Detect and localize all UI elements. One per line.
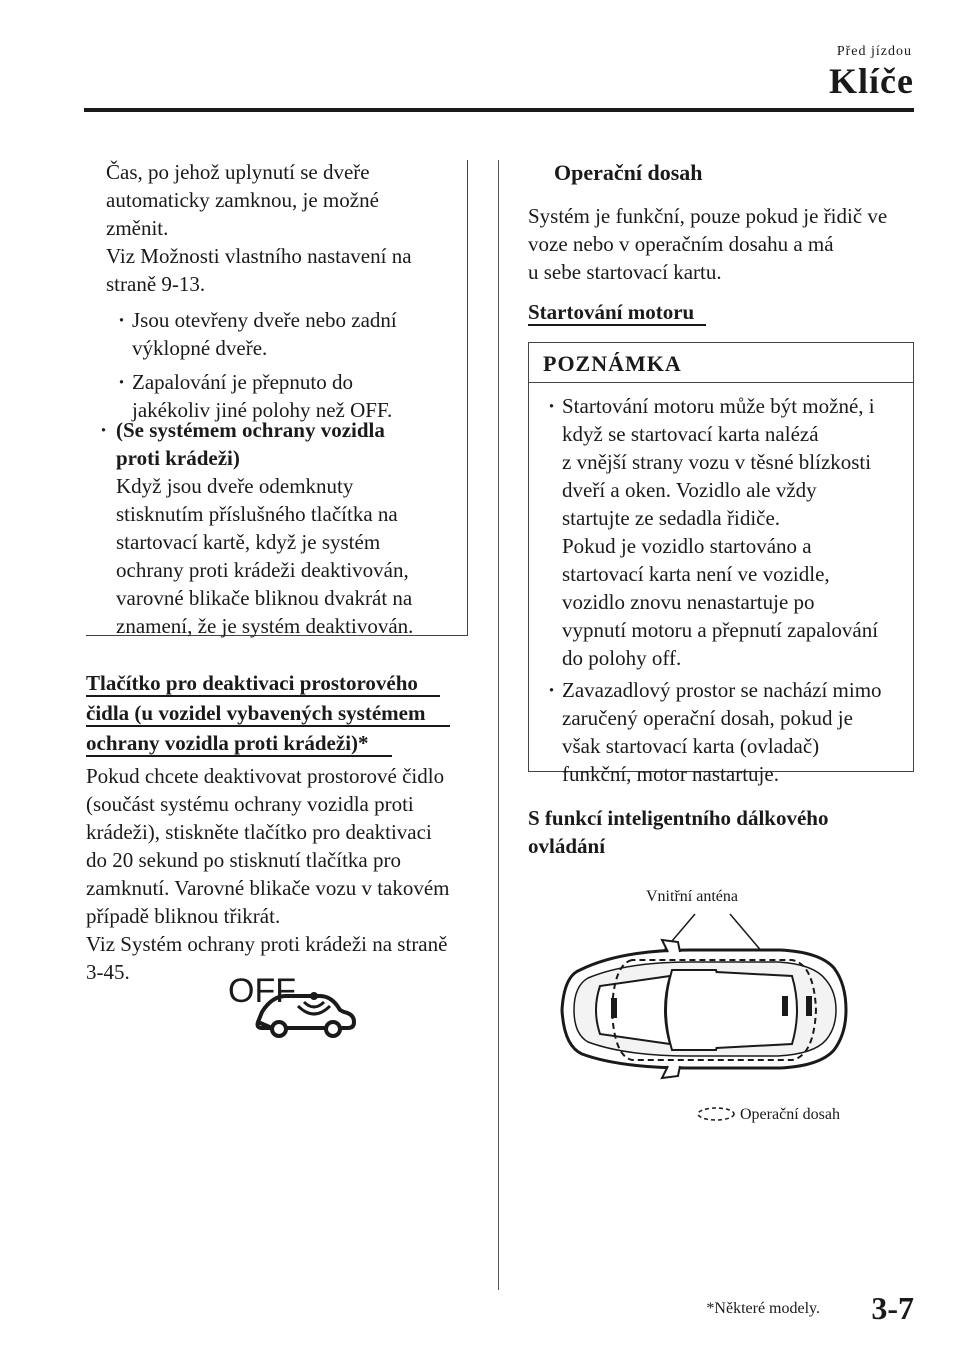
- text-line: Když jsou dveře odemknuty: [116, 474, 354, 498]
- text-line: funkční, motor nastartuje.: [562, 762, 779, 786]
- text-line: Startování motoru může být možné, i: [562, 394, 875, 418]
- page-number: 3-7: [871, 1290, 914, 1326]
- bullet-title: proti krádeži): [116, 446, 240, 470]
- text-line: vypnutí motoru a přepnutí zapalování: [562, 618, 879, 642]
- text-line: Pokud je vozidlo startováno a: [562, 534, 812, 558]
- text-line: výklopné dveře.: [132, 336, 268, 360]
- text-line: zamknutí. Varovné blikače vozu v takovém: [86, 876, 450, 900]
- text-line: straně 9-13.: [106, 272, 206, 296]
- text-line: Čas, po jehož uplynutí se dveře: [106, 160, 370, 184]
- bullet-dot-icon: ·: [118, 370, 126, 394]
- text-line: vozidlo znovu nenastartuje po: [562, 590, 815, 614]
- sub-bullet: [118, 306, 397, 362]
- text-line: Systém je funkční, pouze pokud je řidič ve: [528, 204, 888, 228]
- text-line: znamení, že je systém deaktivován.: [116, 614, 414, 638]
- range-legend-label: Operační dosah: [740, 1106, 840, 1123]
- deactivation-paragraph: [86, 762, 450, 986]
- bullet-dot-icon: ·: [118, 308, 126, 332]
- car-sensor-icon: [228, 972, 368, 1044]
- heading-line: ovládání: [528, 834, 606, 858]
- off-label: OFF: [228, 972, 296, 1010]
- section-label: Před jízdou: [836, 44, 912, 59]
- footnote: *Některé modely.: [706, 1300, 820, 1317]
- heading-line: Tlačítko pro deaktivaci prostorového: [86, 671, 418, 695]
- text-line: Zavazadlový prostor se nachází mimo: [562, 678, 882, 702]
- bullet-title: (Se systémem ochrany vozidla: [116, 418, 385, 442]
- bullet-dot-icon: ·: [548, 394, 556, 418]
- text-line: však startovací karta (ovladač): [562, 734, 820, 758]
- text-line: když se startovací karta nalézá: [562, 422, 819, 446]
- text-line: změnit.: [106, 216, 169, 240]
- text-line: jakékoliv jiné polohy než OFF.: [132, 398, 393, 422]
- heading-line: S funkcí inteligentního dálkového: [528, 806, 829, 830]
- off-sensor-button-icon: [228, 972, 368, 1044]
- text-line: u sebe startovací kartu.: [528, 260, 722, 284]
- text-line: automaticky zamknou, je možné: [106, 188, 379, 212]
- text-line: stisknutím příslušného tlačítka na: [116, 502, 398, 526]
- text-line: (součást systému ochrany vozidla proti: [86, 792, 414, 816]
- bullet-theft-system: [100, 416, 414, 640]
- text-line: dveří a oken. Vozidlo ale vždy: [562, 478, 817, 502]
- text-line: Viz Systém ochrany proti krádeži na straně: [86, 932, 448, 956]
- operating-range-paragraph: [528, 202, 887, 286]
- section-heading: [86, 668, 450, 757]
- header-rule: [84, 108, 914, 112]
- note-title: POZNÁMKA: [529, 343, 913, 383]
- column-divider: [498, 160, 499, 1290]
- text-line: do polohy off.: [562, 646, 682, 670]
- range-legend-icon: [696, 1106, 736, 1120]
- page-title: Klíče: [829, 61, 914, 101]
- text-line: Zapalování je přepnuto do: [132, 370, 354, 394]
- note-bullets: [548, 392, 882, 788]
- text-line: startujte ze sedadla řidiče.: [562, 506, 781, 530]
- operating-range-title: Operační dosah: [554, 160, 703, 185]
- text-line: Pokud chcete deaktivovat prostorové čidlo: [86, 764, 445, 788]
- text-line: Jsou otevřeny dveře nebo zadní: [132, 308, 397, 332]
- car-top-view-diagram: [540, 900, 870, 1090]
- text-line: startovací kartě, když je systém: [116, 530, 381, 554]
- engine-start-subheading: Startování motoru: [528, 298, 706, 326]
- text-line: varovné blikače bliknou dvakrát na: [116, 586, 413, 610]
- text-line: ochrany proti krádeži deaktivován,: [116, 558, 409, 582]
- smart-key-heading: [528, 804, 829, 860]
- text-line: voze nebo v operačním dosahu a má: [528, 232, 834, 256]
- bullet-dot-icon: ·: [548, 678, 556, 702]
- text-line: z vnější strany vozu v těsné blízkosti: [562, 450, 872, 474]
- text-line: Viz Možnosti vlastního nastavení na: [106, 244, 412, 268]
- text-line: zaručený operační dosah, pokud je: [562, 706, 853, 730]
- bullet-dot-icon: ·: [100, 418, 108, 442]
- text-line: případě bliknou třikrát.: [86, 904, 281, 928]
- text-line: startovací karta není ve vozidle,: [562, 562, 830, 586]
- continuation-text: [106, 158, 412, 298]
- text-line: do 20 sekund po stisknutí tlačítka pro: [86, 848, 401, 872]
- text-line: 3-45.: [86, 960, 130, 984]
- note-bullet: [548, 392, 882, 672]
- heading-line: ochrany vozidla proti krádeži)*: [86, 731, 369, 755]
- note-bullet: [548, 676, 882, 788]
- heading-line: čidla (u vozidel vybavených systémem: [86, 701, 426, 725]
- text-line: krádeži), stiskněte tlačítko pro deaktivaci: [86, 820, 432, 844]
- sub-bullet-list: [118, 306, 397, 424]
- antenna-label: Vnitřní anténa: [646, 888, 738, 905]
